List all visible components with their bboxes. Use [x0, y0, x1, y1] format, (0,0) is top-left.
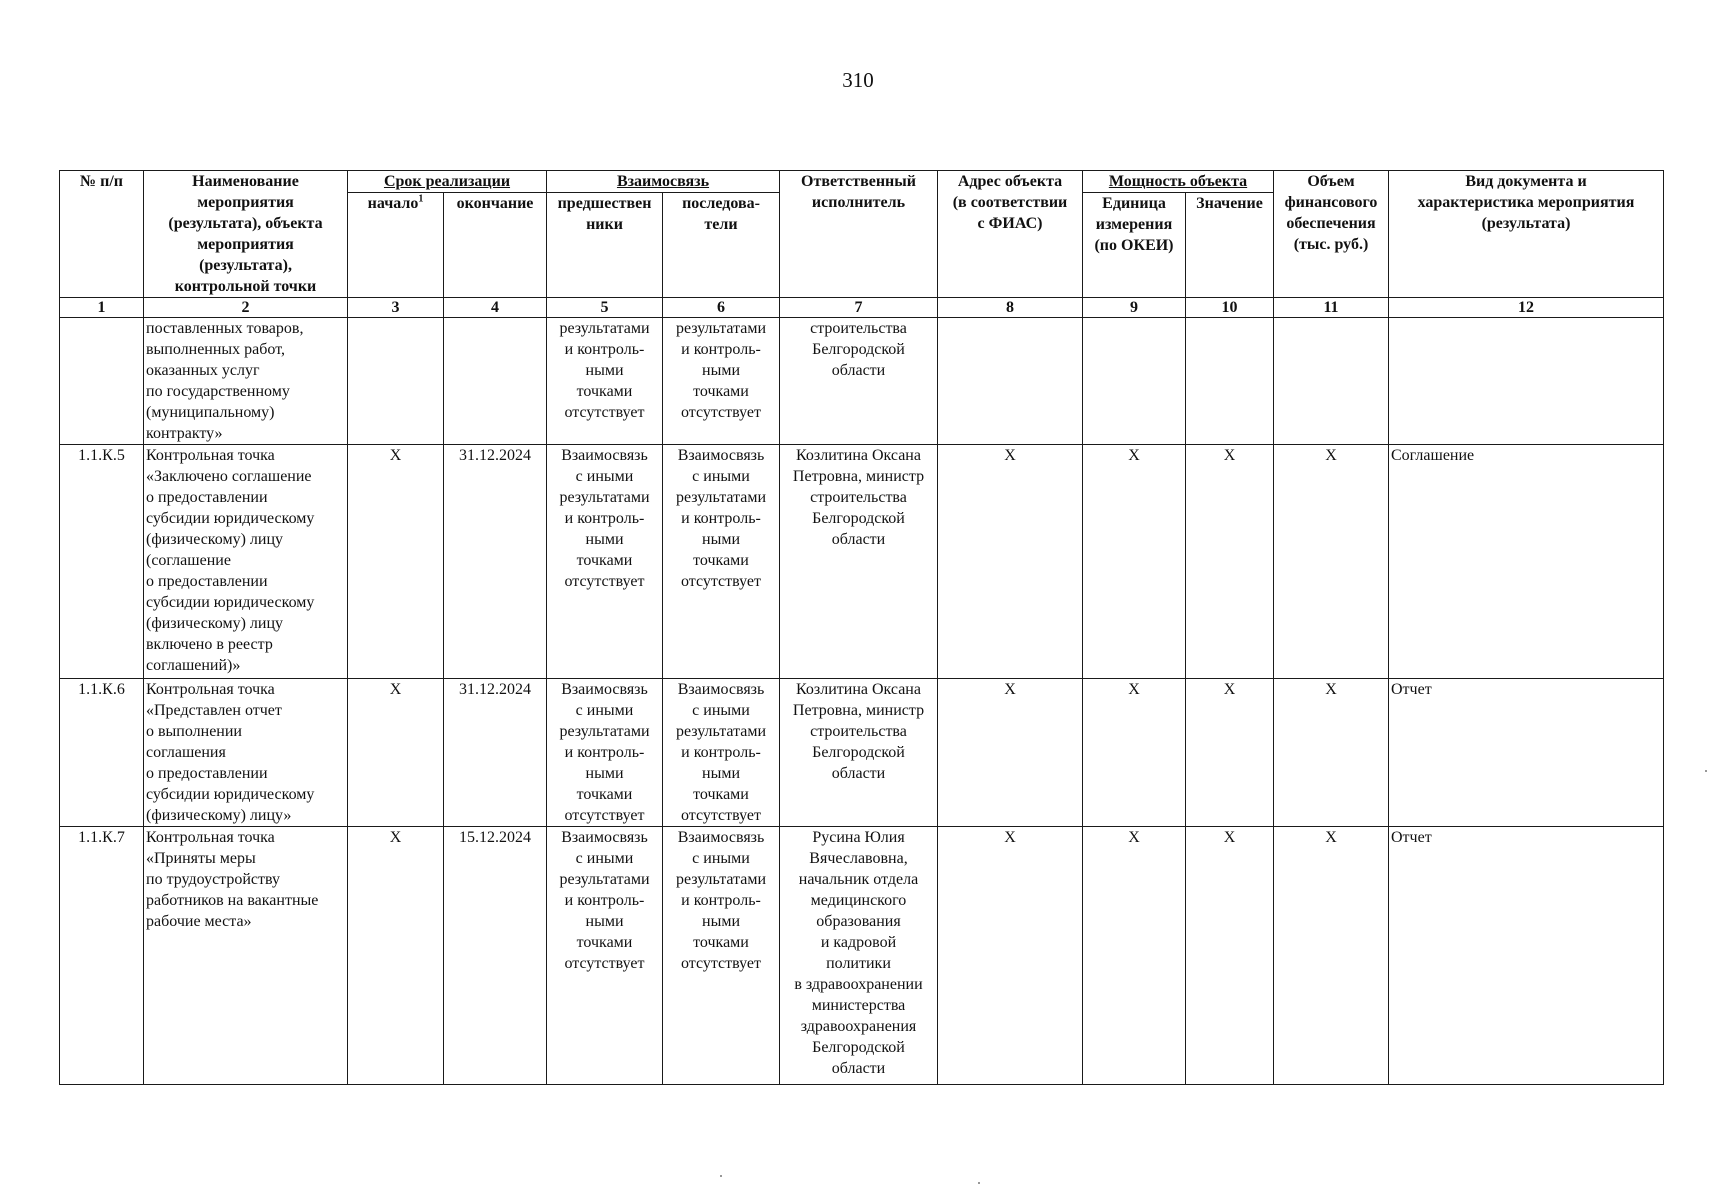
- cell-start: [348, 318, 444, 445]
- header-start-label: начало: [367, 195, 419, 212]
- cell-successors: Взаимосвязь с иными результатами и контроль- ными точками отсутствует: [663, 679, 780, 827]
- cell-end: 15.12.2024: [444, 827, 547, 1085]
- cell-num: 1.1.К.5: [60, 445, 144, 679]
- column-number: 1: [60, 298, 144, 318]
- cell-predecessors: результатами и контроль- ными точками отсутствует: [547, 318, 663, 445]
- cell-num: 1.1.К.6: [60, 679, 144, 827]
- cell-document: Соглашение: [1389, 445, 1664, 679]
- cell-document: [1389, 318, 1664, 445]
- cell-responsible: строительства Белгородской области: [780, 318, 938, 445]
- table-row: [60, 827, 1664, 1085]
- column-number: 11: [1274, 298, 1389, 318]
- cell-value: X: [1186, 445, 1274, 679]
- cell-unit: X: [1083, 679, 1186, 827]
- column-number: 7: [780, 298, 938, 318]
- column-number: 6: [663, 298, 780, 318]
- header-responsible: Ответственный исполнитель: [780, 171, 938, 298]
- cell-address: X: [938, 679, 1083, 827]
- cell-predecessors: Взаимосвязь с иными результатами и контроль- ными точками отсутствует: [547, 679, 663, 827]
- column-number: 4: [444, 298, 547, 318]
- cell-end: [444, 318, 547, 445]
- cell-unit: X: [1083, 827, 1186, 1085]
- cell-name: Контрольная точка «Представлен отчет о выполнении соглашения о предоставлении субсидии юридическому (физическому) лицу»: [144, 679, 348, 827]
- header-period-group: Срок реализации: [348, 171, 547, 193]
- table-row: [60, 318, 1664, 445]
- cell-start: X: [348, 679, 444, 827]
- cell-successors: Взаимосвязь с иными результатами и контроль- ными точками отсутствует: [663, 445, 780, 679]
- column-number: 12: [1389, 298, 1664, 318]
- header-num: № п/п: [60, 171, 144, 298]
- header-value: Значение: [1186, 193, 1274, 298]
- header-end: окончание: [444, 193, 547, 298]
- cell-start: X: [348, 445, 444, 679]
- cell-predecessors: Взаимосвязь с иными результатами и контроль- ными точками отсутствует: [547, 827, 663, 1085]
- cell-end: 31.12.2024: [444, 445, 547, 679]
- column-number: 9: [1083, 298, 1186, 318]
- cell-name: поставленных товаров, выполненных работ, оказанных услуг по государственному (муниципальному) контракту»: [144, 318, 348, 445]
- cell-successors: Взаимосвязь с иными результатами и контроль- ными точками отсутствует: [663, 827, 780, 1085]
- header-unit: Единица измерения (по ОКЕИ): [1083, 193, 1186, 298]
- cell-value: [1186, 318, 1274, 445]
- cell-value: X: [1186, 679, 1274, 827]
- cell-successors: результатами и контроль- ными точками отсутствует: [663, 318, 780, 445]
- cell-predecessors: Взаимосвязь с иными результатами и контроль- ными точками отсутствует: [547, 445, 663, 679]
- cell-financing: X: [1274, 827, 1389, 1085]
- header-document: Вид документа и характеристика мероприятия (результата): [1389, 171, 1664, 298]
- column-number: 5: [547, 298, 663, 318]
- header-capacity-group: Мощность объекта: [1083, 171, 1274, 193]
- header-financing: Объем финансового обеспечения (тыс. руб.): [1274, 171, 1389, 298]
- header-start-footnote: 1: [418, 193, 424, 205]
- cell-end: 31.12.2024: [444, 679, 547, 827]
- column-number: 3: [348, 298, 444, 318]
- cell-unit: [1083, 318, 1186, 445]
- cell-financing: [1274, 318, 1389, 445]
- column-number: 10: [1186, 298, 1274, 318]
- cell-name: Контрольная точка «Заключено соглашение о предоставлении субсидии юридическому (физическому) лицу (соглашение о предоставлении субсидии юридическому (физическому) лицу включено в реестр соглашений)»: [144, 445, 348, 679]
- scan-speck: [1705, 770, 1707, 772]
- column-number-row: [60, 298, 1664, 318]
- header-successors: последова- тели: [663, 193, 780, 298]
- header-name: Наименование мероприятия (результата), объекта мероприятия (результата), контрольной точки: [144, 171, 348, 298]
- column-number: 8: [938, 298, 1083, 318]
- cell-address: X: [938, 827, 1083, 1085]
- column-number: 2: [144, 298, 348, 318]
- cell-responsible: Козлитина Оксана Петровна, министр строительства Белгородской области: [780, 445, 938, 679]
- header-predecessors: предшествен ники: [547, 193, 663, 298]
- cell-responsible: Козлитина Оксана Петровна, министр строительства Белгородской области: [780, 679, 938, 827]
- scan-speck: [720, 1175, 722, 1177]
- cell-financing: X: [1274, 679, 1389, 827]
- cell-num: [60, 318, 144, 445]
- cell-responsible: Русина Юлия Вячеславовна, начальник отдела медицинского образования и кадровой политики в здравоохранении министерства здравоохранения Белгородской области: [780, 827, 938, 1085]
- cell-address: X: [938, 445, 1083, 679]
- page-number: 310: [842, 68, 874, 92]
- cell-start: X: [348, 827, 444, 1085]
- header-relation-group: Взаимосвязь: [547, 171, 780, 193]
- measures-table: [59, 170, 1664, 1085]
- header-start: [348, 193, 444, 298]
- cell-value: X: [1186, 827, 1274, 1085]
- scan-speck: [978, 1182, 980, 1184]
- cell-name: Контрольная точка «Приняты меры по трудоустройству работников на вакантные рабочие места»: [144, 827, 348, 1085]
- cell-num: 1.1.К.7: [60, 827, 144, 1085]
- cell-address: [938, 318, 1083, 445]
- cell-unit: X: [1083, 445, 1186, 679]
- table-row: [60, 679, 1664, 827]
- cell-financing: X: [1274, 445, 1389, 679]
- cell-document: Отчет: [1389, 827, 1664, 1085]
- table-row: [60, 445, 1664, 679]
- cell-document: Отчет: [1389, 679, 1664, 827]
- header-address: Адрес объекта (в соответствии с ФИАС): [938, 171, 1083, 298]
